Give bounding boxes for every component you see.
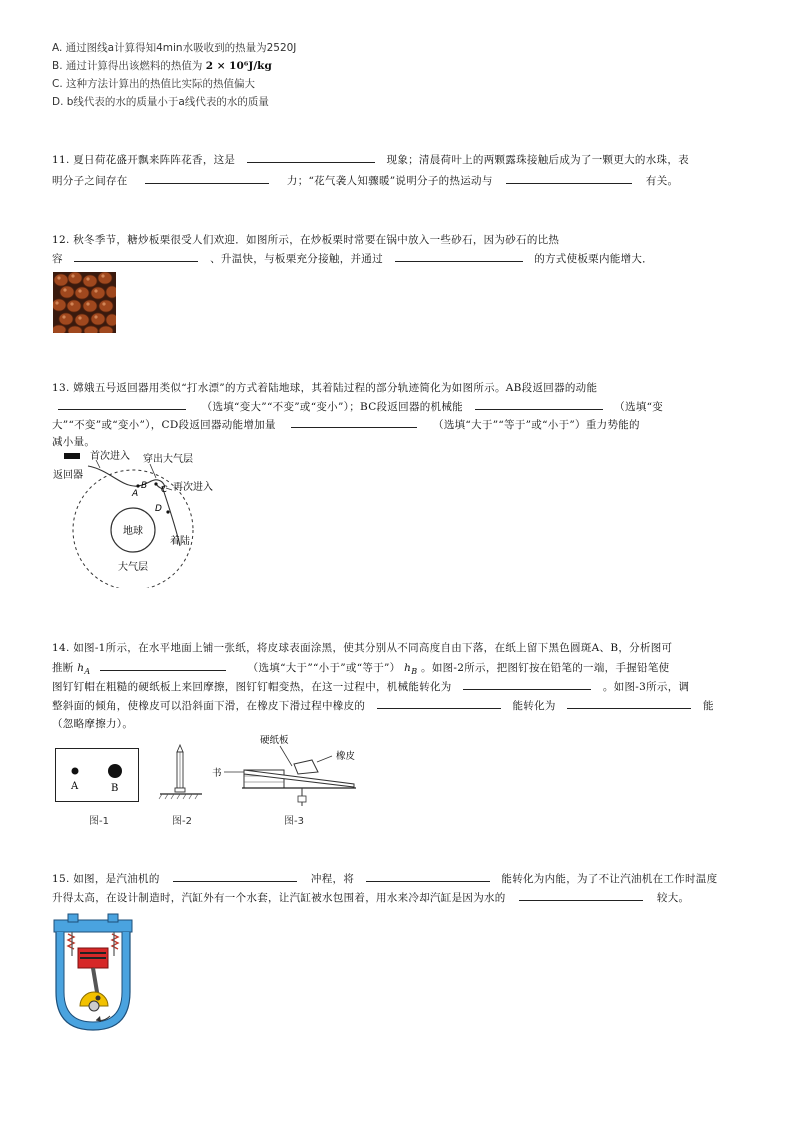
- q15-blank-3[interactable]: [519, 889, 643, 901]
- option-d: D. b线代表的水的质量小于a线代表的水的质量: [52, 96, 269, 108]
- label-atmosphere: 大气层: [118, 562, 148, 573]
- q14-blank-4[interactable]: [567, 697, 691, 709]
- q11-text: 11. 夏日荷花盛开飘来阵阵花香，这是: [52, 154, 236, 166]
- q11-text: 现象；清晨荷叶上的两颗露珠接触后成为了一颗更大的水珠，表: [386, 154, 689, 166]
- label-cardboard: 硬纸板: [260, 735, 289, 746]
- q15-text: 15. 如图，是汽油机的: [52, 873, 160, 885]
- q13-blank-1[interactable]: [58, 398, 186, 410]
- q15-line2: [52, 889, 689, 905]
- q11-text: 力；“花气袭人知骤暖”说明分子的热运动与: [286, 175, 493, 187]
- option-b: [52, 58, 272, 73]
- q15-text: 能转化为内能，为了不让汽油机在工作时温度: [501, 873, 718, 885]
- q12-text: 的方式使板栗内能增大．: [534, 253, 653, 265]
- fig-14-3-caption: 图-3: [284, 816, 304, 827]
- q13-line2: [52, 398, 663, 414]
- q13-line3: [52, 416, 640, 432]
- q11-line1: [52, 151, 689, 167]
- q14-line5: （忽略摩擦力）。: [52, 718, 134, 730]
- fig-14-1-caption: 图-1: [89, 816, 109, 827]
- q13-text: （选填“变: [614, 401, 664, 413]
- q14-text: 能: [702, 700, 714, 712]
- returner-icon: [64, 453, 80, 459]
- spot-b: [108, 764, 122, 778]
- q11-text: 有关。: [645, 175, 679, 187]
- q13-text: （选填“变大”“不变”或“变小”）；BC段返回器的机械能: [201, 401, 463, 413]
- point-a: A: [132, 489, 139, 499]
- label-landing: 着陆: [170, 536, 190, 547]
- q14-text: （选填“大于”“小于”或“等于”）: [247, 662, 401, 674]
- q11-blank-2[interactable]: [145, 172, 269, 184]
- fig-14-3-incline: [212, 732, 362, 808]
- q12-line1: 12. 秋冬季节，糖炒板栗很受人们欢迎．如图所示，在炒板栗时常要在锅中放入一些砂石，因为砂石的比热: [52, 234, 560, 246]
- q13-blank-2[interactable]: [475, 398, 603, 410]
- trajectory-path-1: [88, 466, 164, 488]
- label-exit-atmosphere: 穿出大气层: [143, 454, 193, 465]
- spot-b-label: B: [111, 783, 119, 794]
- fig-14-2-pencil: [158, 744, 204, 802]
- q12-text: 容: [52, 253, 63, 265]
- label-returner: 返回器: [53, 470, 83, 481]
- q14-text: 。如图-2所示，把图钉按在铅笔的一端，手握铅笔使: [421, 662, 670, 674]
- q12-text: 、升温快，与板栗充分接触，并通过: [210, 253, 383, 265]
- q13-text: 大”“不变”或“变小”），CD段返回器动能增加量: [52, 419, 276, 431]
- q11-line2: [52, 172, 678, 188]
- q14-text: 整斜面的倾角，使橡皮可以沿斜面下滑，在橡皮下滑过程中橡皮的: [52, 700, 366, 712]
- q11-blank-3[interactable]: [506, 172, 632, 184]
- q13-blank-3[interactable]: [291, 416, 417, 428]
- gasoline-engine-diagram: [50, 912, 136, 1036]
- option-b-value: 2 × 10⁶J/kg: [205, 60, 272, 72]
- q13-text: （选填“大于”“等于”或“小于”）重力势能的: [433, 419, 640, 431]
- label-eraser: 橡皮: [336, 751, 356, 762]
- q11-text: 明分子之间存在: [52, 175, 128, 187]
- q14-line4: [52, 697, 714, 713]
- option-b-text: B. 通过计算得出该燃料的热值为: [52, 60, 203, 72]
- q14-text: 能转化为: [512, 700, 556, 712]
- eraser-block: [294, 760, 318, 774]
- q14-line3: [52, 678, 689, 694]
- h-a-symbol: $h_A$: [77, 662, 91, 677]
- q14-text: 图钉钉帽在粗糙的硬纸板上来回摩擦，图钉钉帽变热，在这一过程中，机械能转化为: [52, 681, 452, 693]
- option-a: A. 通过图线a计算得知4min水吸收到的热量为2520J: [52, 42, 297, 54]
- q12-blank-2[interactable]: [395, 250, 523, 262]
- q14-blank-3[interactable]: [377, 697, 501, 709]
- q11-blank-1[interactable]: [247, 151, 375, 163]
- landing-trajectory-diagram: [50, 448, 240, 588]
- option-c: C. 这种方法计算出的热值比实际的热值偏大: [52, 78, 256, 90]
- q15-line1: [52, 870, 717, 886]
- spot-a: [72, 768, 79, 775]
- q14-line2: [52, 659, 669, 676]
- h-b-symbol: $h_B$: [404, 662, 418, 677]
- q14-line1: 14. 如图-1所示，在水平地面上铺一张纸，将皮球表面涂黑，使其分别从不同高度自由下落，在纸上留下黑色圆斑A、B，分析图可: [52, 642, 673, 654]
- q13-line1: 13. 嫦娥五号返回器用类似“打水漂”的方式着陆地球，其着陆过程的部分轨迹简化为如图所示。AB段返回器的动能: [52, 382, 598, 394]
- q14-blank-1[interactable]: [100, 659, 226, 671]
- label-book: 书: [212, 768, 222, 779]
- q14-text: 。如图-3所示，调: [602, 681, 690, 693]
- chestnut-image: [53, 272, 116, 333]
- point-b: B: [141, 481, 148, 491]
- fig-14-2-caption: 图-2: [172, 816, 192, 827]
- q12-blank-1[interactable]: [74, 250, 198, 262]
- q15-text: 冲程，将: [310, 873, 355, 885]
- q15-text: 升得太高，在设计制造时，汽缸外有一个水套，让汽缸被水包围着，用水来冷却汽缸是因为水的: [52, 892, 506, 904]
- q15-text: 较大。: [656, 892, 690, 904]
- q15-blank-2[interactable]: [366, 870, 490, 882]
- fig-14-1-paper: [55, 748, 139, 802]
- point-c: C: [161, 485, 168, 495]
- q15-blank-1[interactable]: [173, 870, 297, 882]
- spot-a-label: A: [71, 781, 79, 792]
- q14-text: 推断: [52, 662, 74, 674]
- q14-blank-2[interactable]: [463, 678, 591, 690]
- q12-line2: [52, 250, 653, 266]
- q13-line4: 减小量。: [52, 436, 96, 448]
- label-first-entry: 首次进入: [90, 451, 130, 462]
- label-earth: 地球: [123, 526, 143, 537]
- point-d: D: [155, 504, 162, 514]
- label-second-entry: 再次进入: [173, 482, 213, 493]
